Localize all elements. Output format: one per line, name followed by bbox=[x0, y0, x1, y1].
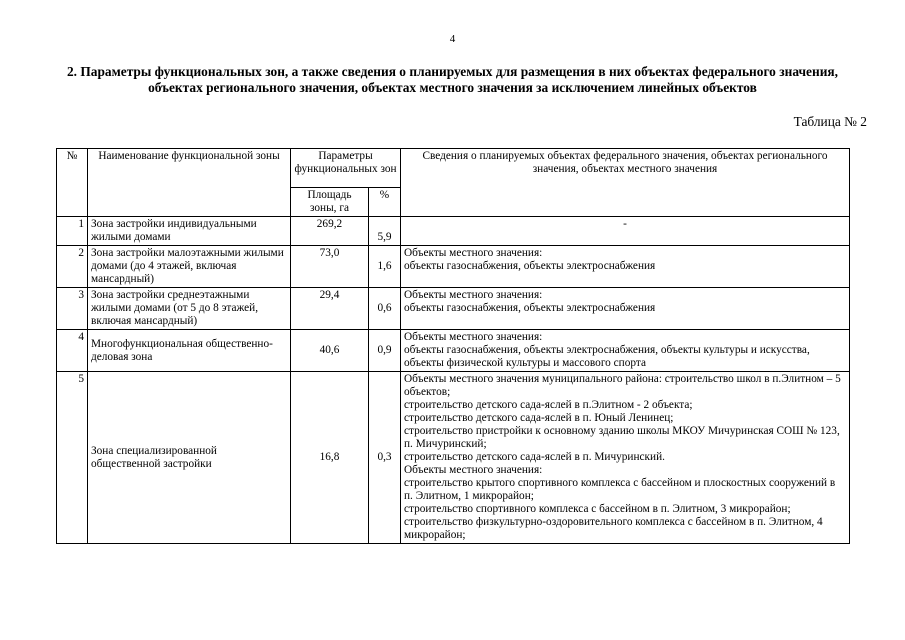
page-number: 4 bbox=[449, 33, 456, 45]
info-line: объекты газоснабжения, объекты электроснабжения, объекты культуры и искусства, объекты физической культуры и массового спорта bbox=[404, 344, 810, 369]
row-num: 1 bbox=[57, 217, 88, 246]
info-line: строительство физкультурно-оздоровительного комплекса с бассейном в п. Элитном, 4 микрорайон; bbox=[404, 516, 823, 541]
info-line: объекты газоснабжения, объекты электроснабжения bbox=[404, 260, 656, 272]
row-percent: 5,9 bbox=[369, 217, 401, 246]
row-percent: 0,6 bbox=[369, 288, 401, 330]
row-zone-name: Зона застройки индивидуальными жилыми домами bbox=[88, 217, 291, 246]
row-percent: 0,9 bbox=[369, 330, 401, 372]
info-line: строительство крытого спортивного комплекса с бассейном и плоскостных сооружений в п. Элитном, 1 микрорайон; bbox=[404, 477, 836, 502]
info-line: Объекты местного значения: bbox=[404, 247, 543, 259]
table-row bbox=[57, 372, 850, 544]
row-zone-name: Многофункциональная общественно- деловая зона bbox=[88, 330, 291, 372]
table-row bbox=[57, 330, 850, 372]
table-row bbox=[57, 246, 850, 288]
info-line: Объекты местного значения муниципального района: строительство школ в п.Элитном – 5 объектов; bbox=[404, 373, 841, 398]
row-area: 29,4 bbox=[291, 288, 369, 330]
header-percent: % bbox=[369, 188, 401, 217]
header-area: Площадь зоны, га bbox=[291, 188, 369, 217]
row-percent: 0,3 bbox=[369, 372, 401, 544]
row-info bbox=[401, 372, 850, 544]
row-zone-name: Зона специализированной общественной застройки bbox=[88, 372, 291, 544]
row-zone-name: Зона застройки среднеэтажными жилыми домами (от 5 до 8 этажей, включая мансардный) bbox=[88, 288, 291, 330]
info-line: строительство детского сада-яслей в п. Юный Ленинец; bbox=[404, 412, 674, 424]
info-line: Объекты местного значения: bbox=[404, 331, 543, 343]
table-row bbox=[57, 288, 850, 330]
table-header-row bbox=[57, 149, 850, 188]
table-caption: Таблица № 2 bbox=[793, 114, 867, 129]
header-info: Сведения о планируемых объектах федерального значения, объектах регионального значения, объектах местного значения bbox=[401, 149, 850, 217]
info-line: строительство пристройки к основному зданию школы МКОУ Мичуринская СОШ № 123, п. Мичуринский; bbox=[404, 425, 840, 450]
section-heading: 2. Параметры функциональных зон, а также сведения о планируемых для размещения в них объектах федерального значения, объектах регионального значения, объектах местного значения за исключением линейных объектов bbox=[66, 64, 839, 95]
header-name: Наименование функциональной зоны bbox=[88, 149, 291, 217]
row-info bbox=[401, 246, 850, 288]
info-line: Объекты местного значения: bbox=[404, 289, 543, 301]
info-line: Объекты местного значения: bbox=[404, 464, 543, 476]
row-info bbox=[401, 330, 850, 372]
row-percent: 1,6 bbox=[369, 246, 401, 288]
row-area: 269,2 bbox=[291, 217, 369, 246]
info-line: строительство детского сада-яслей в п.Элитном - 2 объекта; bbox=[404, 399, 693, 411]
row-num: 4 bbox=[57, 330, 88, 372]
row-info bbox=[401, 217, 850, 246]
info-line: объекты газоснабжения, объекты электроснабжения bbox=[404, 302, 656, 314]
row-area: 16,8 bbox=[291, 372, 369, 544]
info-line: строительство спортивного комплекса с бассейном в п. Элитном, 3 микрорайон; bbox=[404, 503, 791, 515]
header-num: № bbox=[57, 149, 88, 217]
info-line: строительство детского сада-яслей в п. Мичуринский. bbox=[404, 451, 665, 463]
table-row bbox=[57, 217, 850, 246]
row-num: 5 bbox=[57, 372, 88, 544]
info-line: - bbox=[623, 218, 627, 230]
row-area: 73,0 bbox=[291, 246, 369, 288]
header-params: Параметры функциональных зон bbox=[291, 149, 401, 188]
row-info bbox=[401, 288, 850, 330]
zones-table bbox=[56, 148, 850, 544]
row-zone-name: Зона застройки малоэтажными жилыми домами (до 4 этажей, включая мансардный) bbox=[88, 246, 291, 288]
row-num: 3 bbox=[57, 288, 88, 330]
row-area: 40,6 bbox=[291, 330, 369, 372]
row-num: 2 bbox=[57, 246, 88, 288]
